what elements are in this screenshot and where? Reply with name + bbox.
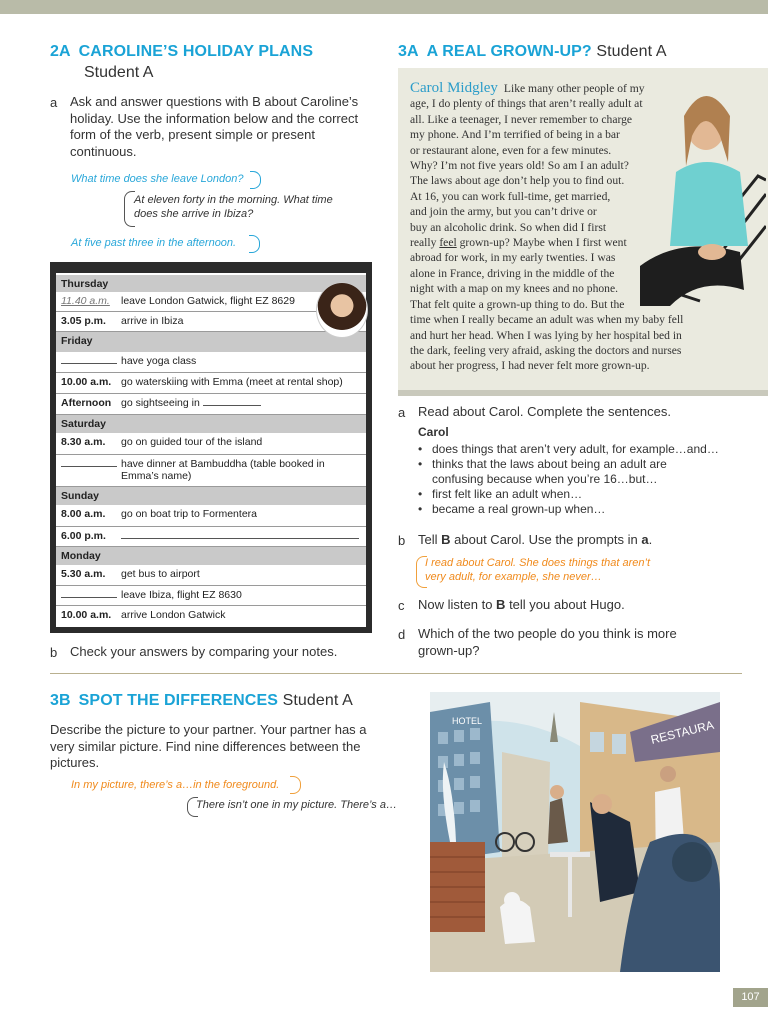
prompt-item: • first felt like an adult when… [418,487,738,502]
diary-desc-line: Emma’s name) [121,470,192,482]
example-line: very adult, for example, she never… [425,571,602,583]
instruction-3a-a: Read about Carol. Complete the sentences. [418,404,671,419]
article-line: abroad for work, in my early twenties. I was [410,251,616,265]
item-label: c [398,598,405,613]
page-number: 107 [733,988,768,1007]
section-subtitle: Student A [84,64,154,81]
instruction-line: Which of the two people do you think is more [418,626,677,641]
text: Now listen to [418,597,493,612]
diary-day: Saturday [61,418,106,430]
item-label: a [398,405,406,420]
diary-day: Monday [61,550,101,562]
instruction-line: continuous. [70,143,137,159]
text: . [648,532,653,547]
article-line: or restaurant alone, even for a few minutes. [410,143,612,157]
street-scene-picture [430,692,720,972]
example-line: At eleven forty in the morning. What time [134,194,333,206]
box-shadow [398,390,768,396]
instruction-3b [50,722,390,772]
diary-day-row [56,547,366,565]
example-answer [134,193,333,221]
article-line: and hurt her head. When I was lying by her hospital bed in [410,328,682,342]
diary-row [56,586,366,606]
instruction-line: pictures. [50,755,100,770]
instruction-line: very similar picture. Find nine differences between the [50,738,361,754]
instruction-2a [70,94,380,160]
diary-row [56,505,366,527]
example-3b-1: In my picture, there’s a…in the foreground. [71,779,280,791]
diary-time: 5.30 a.m. [61,568,106,580]
text: tell you about Hugo. [509,597,625,612]
diary-desc: have yoga class [121,355,197,367]
diary-row [56,606,366,626]
section-code: 3A [398,43,419,60]
speech-bracket [250,171,261,189]
diary-page [56,273,366,627]
diary-time-blank [61,589,117,601]
diary-desc: go waterskiing with Emma (meet at rental shop) [121,376,343,388]
diary-row [56,527,366,547]
article-line: and join the army, but you can’t drive or [410,205,597,219]
diary-desc [121,397,363,409]
instruction-3a-b [418,532,652,549]
diary-row [56,565,366,586]
diary-desc [121,458,363,482]
section-divider [50,673,742,674]
diary-desc: go on guided tour of the island [121,436,263,448]
text: Tell [418,532,438,547]
section-title: A REAL GROWN-UP? [426,43,592,60]
diary-row [56,373,366,394]
article-line: my phone. And I’m terrified of being in a bar [410,128,620,142]
example-3b-2: There isn’t one in my picture. There’s a… [196,799,397,811]
example-3a [425,556,650,584]
caroline-photo [316,282,368,338]
diary-desc-blank [121,530,363,542]
article-line: Why? I’m not five years old! So am I an adult? [410,159,629,173]
example-reply: At five past three in the afternoon. [71,237,237,249]
diary-desc: go on boat trip to Formentera [121,508,257,520]
article-line: That felt quite a grown-up thing to do. But the [410,297,625,311]
bold-text: B [496,597,506,612]
top-bar [0,0,768,14]
bold-text: B [441,532,451,547]
section-2a-header [50,43,313,61]
diary-time: 3.05 p.m. [61,315,106,327]
article-name: Carol Midgley [410,80,498,96]
diary-desc: get bus to airport [121,568,200,580]
section-code: 3B [50,692,71,709]
diary-time: 10.00 a.m. [61,609,112,621]
item-label: b [50,645,58,660]
restaurant-sign: RESTAURA [649,717,716,747]
speech-bracket [290,776,301,794]
article-line: The laws about age don’t help you to find out. [410,174,625,188]
diary-desc: arrive London Gatwick [121,609,226,621]
article-line: age, I do plenty of things that aren’t really adult at [410,97,643,111]
instruction-line: grown-up? [418,642,480,658]
carol-label: Carol [418,425,449,439]
prompt-item: • does things that aren’t very adult, for example…and… [418,442,738,457]
diary-day-row [56,332,366,352]
section-code: 2A [50,43,71,60]
article-line: time when I really became an adult was when my baby fell [410,313,684,327]
section-title: CAROLINE’S HOLIDAY PLANS [78,43,314,60]
article-line: alone in France, driving in the middle of the [410,266,615,280]
prompt-item: • thinks that the laws about being an adult are [418,457,738,472]
article-text: grown-up? Maybe when I first went [459,236,627,250]
article-line: night with a map on my knees and no phone. [410,282,619,296]
instruction-2a-b: Check your answers by comparing your notes. [70,644,338,659]
instruction-3a-c [418,597,625,614]
carol-article [410,81,710,374]
diary-time-blank [61,458,117,470]
section-3a-header [398,43,667,61]
prompt-item-cont: confusing because when you’re 16…but… [432,472,658,486]
example-line: I read about Carol. She does things that aren’t [425,557,651,569]
article-text: really [410,236,437,250]
section-subtitle: Student A [596,43,667,60]
instruction-line: Ask and answer questions with B about Caroline’s [70,94,359,109]
diary-day: Thursday [61,278,109,290]
diary-row [56,455,366,487]
underlined-word: feel [439,236,457,250]
diary-day-row [56,415,366,433]
diary-desc: leave Ibiza, flight EZ 8630 [121,589,242,601]
diary-row [56,433,366,455]
text: about Carol. Use the prompts in [454,532,638,547]
hotel-sign: HOTEL [452,716,483,726]
article-line: the dark, feeling very afraid, asking the doctors and nurses [410,343,682,357]
section-subtitle: Student A [282,692,353,709]
example-line: does she arrive in Ibiza? [134,208,254,220]
diary-day: Sunday [61,490,99,502]
diary-day: Friday [61,335,93,347]
prompt-list [418,442,738,517]
diary-time: Afternoon [61,397,112,409]
section-title: SPOT THE DIFFERENCES [78,692,279,709]
bold-text: a [641,532,649,547]
speech-bracket [249,235,260,253]
diary-desc: leave London Gatwick, flight EZ 8629 [121,295,295,307]
article-line: At 16, you can work full-time, get married, [410,189,611,203]
item-label: b [398,533,406,548]
section-3b-header [50,692,353,710]
instruction-line: holiday. Use the information below and the correct [70,110,359,126]
example-question: What time does she leave London? [71,173,244,185]
article-line: all. Like a teenager, I never remember to charge [410,112,633,126]
diary-time-blank [61,355,117,367]
diary-row [56,352,366,373]
diary-time: 10.00 a.m. [61,376,112,388]
diary-desc-line: have dinner at Bambuddha (table booked in [121,458,325,470]
diary-desc: arrive in Ibiza [121,315,184,327]
article-line: Like many other people of my [503,82,645,95]
diary-time: 6.00 p.m. [61,530,106,542]
item-label: d [398,627,406,642]
diary-day-row [56,487,366,505]
diary-panel [50,262,372,633]
article-line: buy an alcoholic drink. So when did I first [410,220,607,234]
item-label: a [50,95,58,110]
diary-time: 11.40 a.m. [61,295,110,307]
diary-time: 8.00 a.m. [61,508,106,520]
article-line [410,235,710,250]
prompt-item: • became a real grown-up when… [418,502,738,517]
instruction-line: Describe the picture to your partner. Your partner has a [50,722,367,737]
diary-day-row [56,275,366,292]
diary-desc-text: go sightseeing in [121,397,200,409]
instruction-line: form of the verb, present simple or present [70,127,315,142]
article-line: about her progress, I had never felt more grown-up. [410,359,650,373]
instruction-3a-d [418,626,677,659]
diary-time: 8.30 a.m. [61,436,106,448]
diary-row [56,394,366,415]
